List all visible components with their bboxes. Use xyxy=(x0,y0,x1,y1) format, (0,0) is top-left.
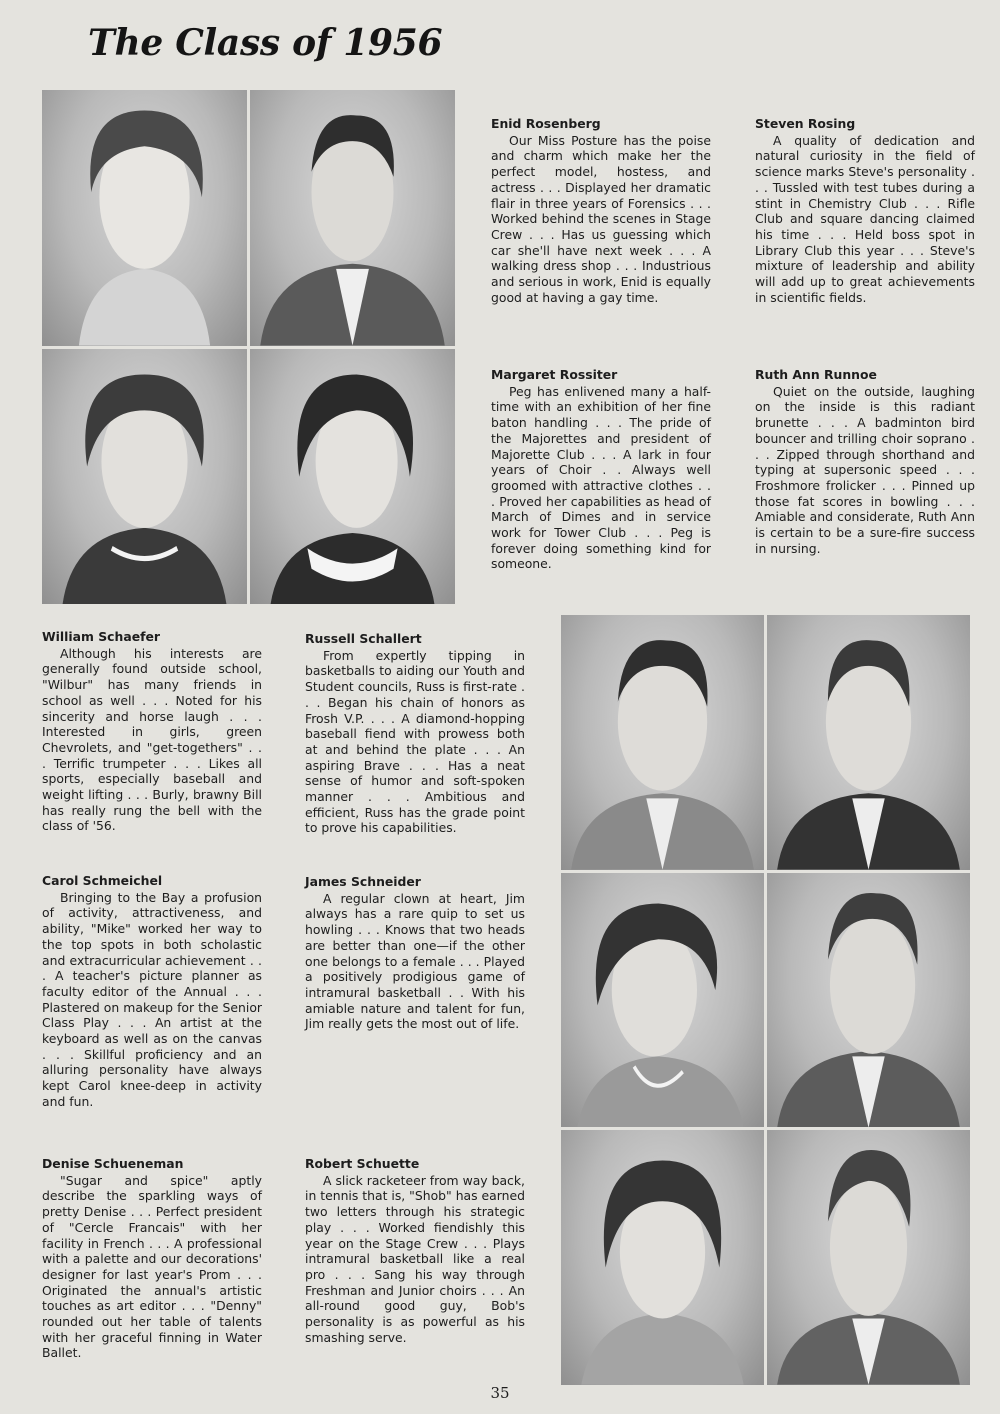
bio-name: Denise Schueneman xyxy=(42,1156,184,1171)
portrait-robert-schuette xyxy=(767,1130,970,1385)
portrait-carol-schmeichel xyxy=(561,873,764,1128)
bio-text: Our Miss Posture has the poise and charm which make her the perfect model, hostess, and actress . . . Displayed her dramatic flair in three years of Forensics . . . Worked behind the scenes in Stage Crew . . . Has us guessing which car she'll have next week . . . A walking dress shop . . . Industrious and serious in work, Enid is equally good at having a gay time. xyxy=(491,132,711,305)
page-number: 35 xyxy=(490,1384,510,1402)
bio-name: Russell Schallert xyxy=(305,631,422,646)
portrait-ruth-ann-runnoe xyxy=(250,349,455,605)
bio-steven-rosing xyxy=(755,116,975,305)
bio-name: Carol Schmeichel xyxy=(42,873,163,888)
bio-text: A regular clown at heart, Jim always has a rare quip to set us howling . . . Knows that two heads are better than one—if the other one belongs to a female . . . Played a positively prodigious game of intramural basketball . . With his amiable nature and talent for fun, Jim really gets the most out of life. xyxy=(305,890,525,1032)
portrait-james-schneider xyxy=(767,873,970,1128)
bio-robert-schuette xyxy=(305,1156,525,1345)
photo-grid-bottom xyxy=(561,615,970,1385)
portrait-denise-schueneman xyxy=(561,1130,764,1385)
bio-name: Steven Rosing xyxy=(755,116,856,131)
bio-name: Margaret Rossiter xyxy=(491,367,618,382)
show-through-title xyxy=(600,30,613,72)
page-title: The Class of 1956 xyxy=(88,22,443,64)
bio-text: From expertly tipping in basketballs to aiding our Youth and Student councils, Russ is first-rate . . . Began his chain of honors as Frosh V.P. . . . A diamond-hopping baseball fiend with prowess both at and behind the plate . . . An aspiring Brave . . . Has a neat sense of humor and soft-spoken manner . . . Ambitious and efficient, Russ has the grade point to prove his capabilities. xyxy=(305,647,525,836)
bio-enid-rosenberg xyxy=(491,116,711,305)
portrait-margaret-rossiter xyxy=(42,349,247,605)
bio-name: Ruth Ann Runnoe xyxy=(755,367,877,382)
portrait-william-schaefer xyxy=(561,615,764,870)
bio-text: Peg has enlivened many a half-time with an exhibition of her fine baton handling . . . The pride of the Majorettes and president of Majorette Club . . . A lark in four years of Choir . . Always well groomed with attractive clothes . . . Proved her capabilities as head of March of Dimes and in service work for Tower Club . . . Peg is forever doing something kind for someone. xyxy=(491,383,711,572)
bio-ruth-ann-runnoe xyxy=(755,367,975,556)
bio-name: Robert Schuette xyxy=(305,1156,420,1171)
bio-carol-schmeichel xyxy=(42,873,262,1110)
photo-grid-top xyxy=(42,90,455,604)
portrait-russell-schallert xyxy=(767,615,970,870)
bio-text: Although his interests are generally found outside school, "Wilbur" has many friends in school as well . . . Noted for his sincerity and horse laugh . . . Interested in girls, green Chevrolets, and "get-togethers" . . . Terrific trumpeter . . . Likes all sports, especially baseball and weight lifting . . . Burly, brawny Bill has really rung the bell with the class of '56. xyxy=(42,645,262,834)
bio-text: "Sugar and spice" aptly describe the sparkling ways of pretty Denise . . . Perfect president of "Cercle Francais" with her facility in French . . . A professional with a palette and our decorations' designer for last year's Prom . . . Originated the annual's artistic touches as art editor . . . "Denny" rounded out her table of talents with her graceful finning in Water Ballet. xyxy=(42,1172,262,1361)
bio-name: Enid Rosenberg xyxy=(491,116,601,131)
bio-james-schneider xyxy=(305,874,525,1032)
bio-text: Bringing to the Bay a profusion of activity, attractiveness, and ability, "Mike" worked her way to the top spots in both scholastic and extracurricular achievement . . . A teacher's picture planner as faculty editor of the Annual . . . Plastered on makeup for the Senior Class Play . . . An artist at the keyboard as well as on the canvas . . . Skillful proficiency and an alluring personality have always kept Carol knee-deep in activity and fun. xyxy=(42,889,262,1109)
bio-text: Quiet on the outside, laughing on the inside is this radiant brunette . . . A badminton bird bouncer and trilling choir soprano . . . Zipped through shorthand and typing at supersonic speed . . . Froshmore frolicker . . . Pinned up those fat scores in bowling . . . Amiable and considerate, Ruth Ann is certain to be a sure-fire success in nursing. xyxy=(755,383,975,556)
portrait-enid-rosenberg xyxy=(42,90,247,346)
bio-text: A quality of dedication and natural curiosity in the field of science marks Steve's personality . . . Tussled with test tubes during a stint in Chemistry Club . . . Rifle Club and square dancing claimed his time . . . Held boss spot in Library Club this year . . . Steve's mixture of leadership and ability will add up to great achievements in scientific fields. xyxy=(755,132,975,305)
portrait-steven-rosing xyxy=(250,90,455,346)
bio-text: A slick racketeer from way back, in tennis that is, "Shob" has earned two letters through his strategic play . . . Worked fiendishly this year on the Stage Crew . . . Plays intramural basketball like a real pro . . . Sang his way through Freshman and Junior choirs . . . An all-round good guy, Bob's personality is as powerful as his smashing serve. xyxy=(305,1172,525,1345)
bio-name: William Schaefer xyxy=(42,629,161,644)
bio-denise-schueneman xyxy=(42,1156,262,1361)
bio-margaret-rossiter xyxy=(491,367,711,572)
bio-william-schaefer xyxy=(42,629,262,834)
bio-name: James Schneider xyxy=(305,874,421,889)
bio-russell-schallert xyxy=(305,631,525,836)
